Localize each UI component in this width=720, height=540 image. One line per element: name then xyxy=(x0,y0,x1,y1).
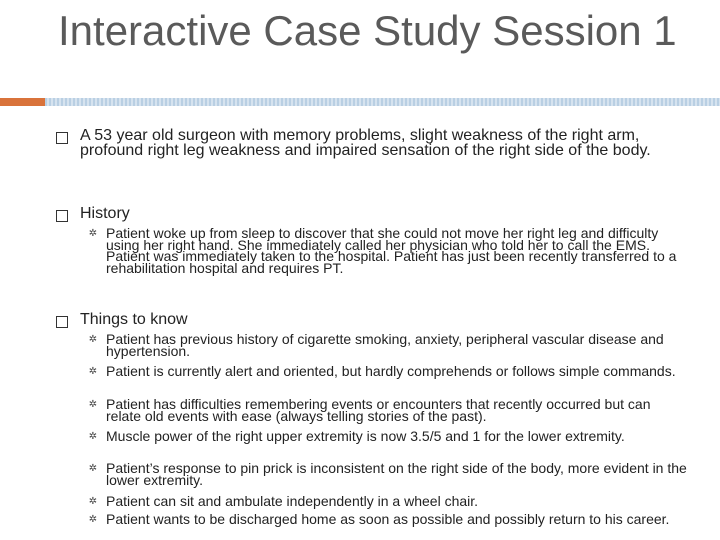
gear-bullet-icon: ✲ xyxy=(88,514,98,525)
gear-bullet-icon: ✲ xyxy=(88,431,98,442)
gear-bullet-icon: ✲ xyxy=(88,496,98,507)
square-bullet-icon xyxy=(56,316,68,328)
things-item-text: Patient has difficulties remembering events or encounters that recently occurred but can relate old events with ease (always telling stories of the past). xyxy=(106,396,651,424)
things-item-text: Patient has previous history of cigarette smoking, anxiety, peripheral vascular disease and hypertension. xyxy=(106,331,664,359)
square-bullet-icon xyxy=(56,210,68,222)
gear-bullet-icon: ✲ xyxy=(88,399,98,410)
things-to-know-heading: Things to know xyxy=(80,311,188,328)
things-item-text: Patient wants to be discharged home as soon as possible and possibly return to his career. xyxy=(106,511,670,527)
gear-bullet-icon: ✲ xyxy=(88,228,98,239)
things-item-text: Patient’s response to pin prick is inconsistent on the right side of the body, more evident in the lower extremity. xyxy=(106,460,687,488)
gear-bullet-icon: ✲ xyxy=(88,463,98,474)
history-item-text: Patient woke up from sleep to discover that she could not move her right leg and difficulty using her right hand. She immediately called her physician who told her to call the EMS. Patient was immediately taken to the hospital. Patient has just been recently transferred to a rehabilitation hospital and requires PT. xyxy=(106,225,677,276)
case-summary-text: A 53 year old surgeon with memory problems, slight weakness of the right arm, profound right leg weakness and impaired sensation of the right side of the body. xyxy=(80,127,651,159)
gear-bullet-icon: ✲ xyxy=(88,334,98,345)
things-item-text: Patient is currently alert and oriented, but hardly comprehends or follows simple commands. xyxy=(106,363,676,379)
things-item-text: Patient can sit and ambulate independently in a wheel chair. xyxy=(106,493,479,509)
things-item-text: Muscle power of the right upper extremity is now 3.5/5 and 1 for the lower extremity. xyxy=(106,428,625,444)
history-heading: History xyxy=(80,205,130,222)
gear-bullet-icon: ✲ xyxy=(88,366,98,377)
square-bullet-icon xyxy=(56,132,68,144)
slide-title: Interactive Case Study Session 1 xyxy=(58,7,677,54)
